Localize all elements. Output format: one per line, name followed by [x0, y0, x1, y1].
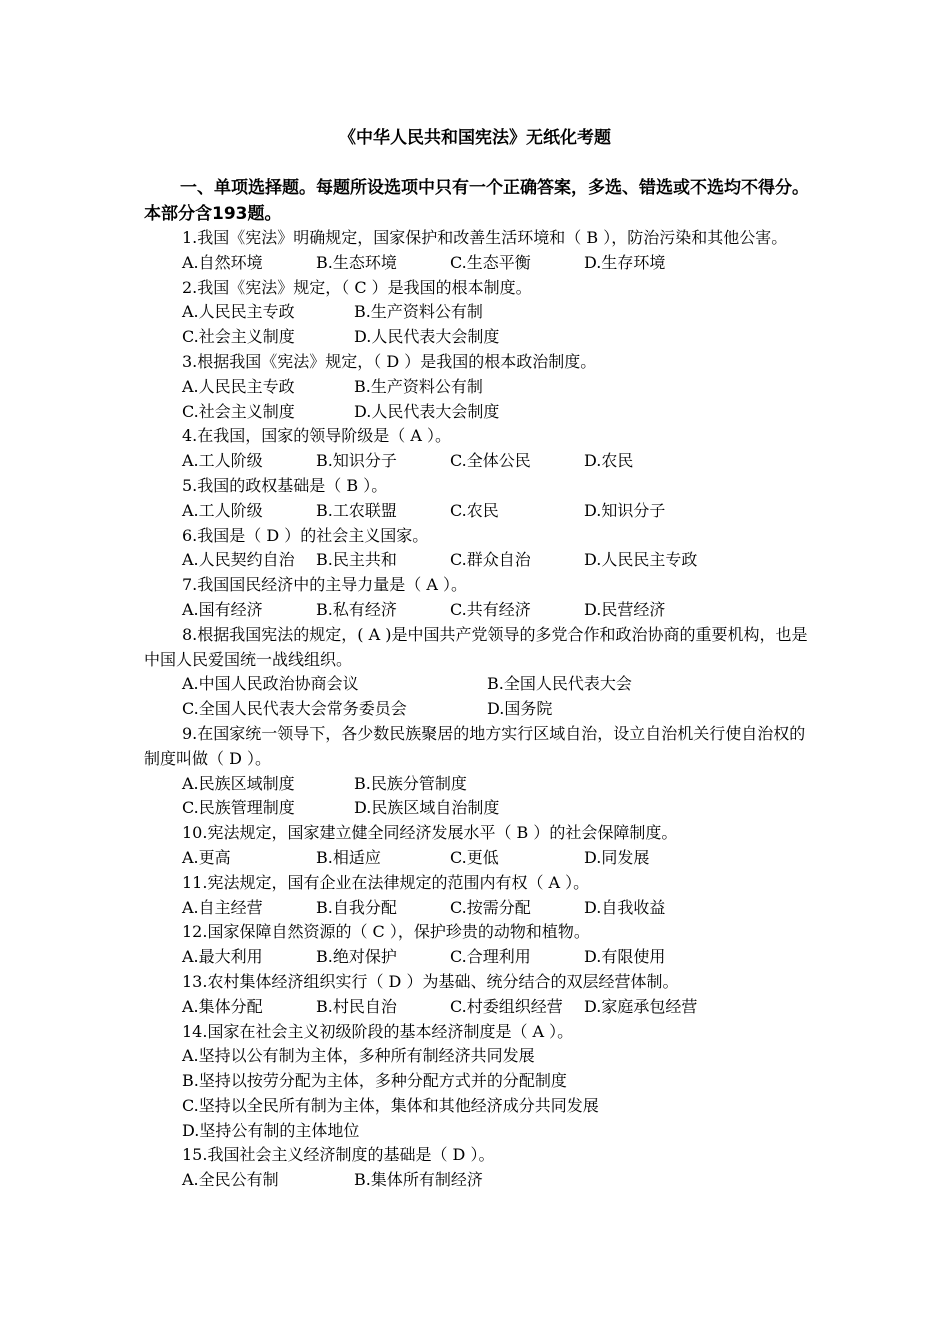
- option-row: [144, 449, 812, 474]
- answer-option: C.民族管理制度: [182, 798, 295, 818]
- answer-option: A.全民公有制: [182, 1170, 279, 1190]
- answer-option: B.生产资料公有制: [354, 376, 483, 396]
- answer-option: D.自我收益: [584, 897, 666, 917]
- answer-option: D.农民: [584, 451, 634, 471]
- answer-option: C.村委组织经营: [450, 996, 563, 1016]
- answer-option: C.合理利用: [450, 947, 531, 967]
- answer-option: D.国务院: [487, 699, 553, 719]
- answer-option: B.私有经济: [316, 599, 397, 619]
- answer-option: A.自主经营: [182, 897, 263, 917]
- question-text: 11.宪法规定，国有企业在法律规定的范围内有权（ A ）。: [182, 872, 590, 892]
- answer-option: A.集体分配: [182, 996, 263, 1016]
- answer-option: D.坚持公有制的主体地位: [182, 1120, 360, 1140]
- answer-option: C.坚持以全民所有制为主体，集体和其他经济成分共同发展: [182, 1095, 599, 1115]
- answer-option: B.民族分管制度: [354, 773, 467, 793]
- answer-option: B.工农联盟: [316, 500, 397, 520]
- option-row: [144, 1094, 812, 1119]
- answer-option: A.国有经济: [182, 599, 263, 619]
- answer-option: A.中国人民政治协商会议: [182, 674, 359, 694]
- answer-option: C.按需分配: [450, 897, 531, 917]
- section-heading: 一、单项选择题。每题所设选项中只有一个正确答案，多选、错选或不选均不得分。本部分含193题。: [144, 178, 809, 224]
- option-row: [144, 499, 812, 524]
- answer-option: A.最大利用: [182, 947, 263, 967]
- answer-option: B.民主共和: [316, 550, 397, 570]
- answer-option: A.人民民主专政: [182, 376, 295, 396]
- option-row: [144, 1119, 812, 1144]
- option-row: [144, 251, 812, 276]
- option-row: [144, 772, 812, 797]
- answer-option: B.生产资料公有制: [354, 302, 483, 322]
- answer-option: A.人民民主专政: [182, 302, 295, 322]
- answer-option: B.知识分子: [316, 451, 397, 471]
- question-text: 12.国家保障自然资源的（ C ），保护珍贵的动物和植物。: [182, 922, 590, 942]
- answer-option: C.全国人民代表大会常务委员会: [182, 699, 407, 719]
- answer-option: C.生态平衡: [450, 252, 531, 272]
- answer-option: B.集体所有制经济: [354, 1170, 483, 1190]
- answer-option: C.共有经济: [450, 599, 531, 619]
- question-text: 9.在国家统一领导下，各少数民族聚居的地方实行区域自治，设立自治机关行使自治权的制度叫做（ D ）。: [144, 723, 806, 768]
- question-text: 13.农村集体经济组织实行（ D ）为基础、统分结合的双层经营体制。: [182, 971, 679, 991]
- option-row: [144, 697, 812, 722]
- answer-option: D.人民代表大会制度: [354, 401, 500, 421]
- option-row: [144, 1044, 812, 1069]
- answer-option: B.村民自治: [316, 996, 397, 1016]
- question-text: 15.我国社会主义经济制度的基础是（ D ）。: [182, 1145, 495, 1165]
- option-row: [144, 945, 812, 970]
- answer-option: A.坚持以公有制为主体，多种所有制经济共同发展: [182, 1046, 535, 1066]
- option-row: [144, 846, 812, 871]
- option-row: [144, 325, 812, 350]
- option-row: [144, 400, 812, 425]
- answer-option: A.工人阶级: [182, 500, 263, 520]
- option-row: [144, 598, 812, 623]
- answer-option: D.知识分子: [584, 500, 666, 520]
- option-row: [144, 1168, 812, 1193]
- option-row: [144, 375, 812, 400]
- answer-option: D.民族区域自治制度: [354, 798, 500, 818]
- answer-option: B.绝对保护: [316, 947, 397, 967]
- answer-option: C.全体公民: [450, 451, 531, 471]
- question-list: [144, 226, 812, 1193]
- option-row: [144, 796, 812, 821]
- question-text: 4.在我国，国家的领导阶级是（ A ）。: [182, 426, 451, 446]
- option-row: [144, 300, 812, 325]
- answer-option: C.农民: [450, 500, 499, 520]
- question-text: 1.我国《宪法》明确规定，国家保护和改善生活环境和（ B ），防治污染和其他公害。: [182, 228, 788, 247]
- answer-option: A.更高: [182, 847, 231, 867]
- option-row: [144, 995, 812, 1020]
- answer-option: D.同发展: [584, 847, 650, 867]
- question-text: 14.国家在社会主义初级阶段的基本经济制度是（ A ）。: [182, 1021, 574, 1041]
- answer-option: D.民营经济: [584, 599, 666, 619]
- answer-option: C.社会主义制度: [182, 327, 295, 347]
- answer-option: C.更低: [450, 847, 499, 867]
- answer-option: B.自我分配: [316, 897, 397, 917]
- question-text: 6.我国是（ D ）的社会主义国家。: [182, 525, 429, 545]
- option-row: [144, 672, 812, 697]
- answer-option: B.全国人民代表大会: [487, 674, 632, 694]
- answer-option: C.社会主义制度: [182, 401, 295, 421]
- question-text: 10.宪法规定，国家建立健全同经济发展水平（ B ）的社会保障制度。: [182, 823, 678, 843]
- answer-option: A.自然环境: [182, 252, 263, 272]
- answer-option: D.生存环境: [584, 252, 666, 272]
- answer-option: D.有限使用: [584, 947, 666, 967]
- option-row: [144, 1069, 812, 1094]
- option-row: [144, 548, 812, 573]
- question-text: 8.根据我国宪法的规定，( A )是中国共产党领导的多党合作和政治协商的重要机构，也是中国人民爱国统一战线组织。: [144, 624, 808, 669]
- option-row: [144, 896, 812, 921]
- answer-option: C.群众自治: [450, 550, 531, 570]
- answer-option: D.人民代表大会制度: [354, 327, 500, 347]
- answer-option: B.坚持以按劳分配为主体，多种分配方式并的分配制度: [182, 1071, 567, 1091]
- answer-option: B.相适应: [316, 847, 381, 867]
- answer-option: A.人民契约自治: [182, 550, 295, 570]
- question-text: 7.我国国民经济中的主导力量是（ A ）。: [182, 575, 467, 595]
- document-title: 《中华人民共和国宪法》无纸化考题: [339, 128, 611, 148]
- question-text: 5.我国的政权基础是（ B ）。: [182, 475, 388, 495]
- question-text: 3.根据我国《宪法》规定，（ D ）是我国的根本政治制度。: [182, 351, 597, 371]
- answer-option: B.生态环境: [316, 252, 397, 272]
- question-text: 2.我国《宪法》规定，（ C ）是我国的根本制度。: [182, 277, 532, 297]
- answer-option: A.工人阶级: [182, 451, 263, 471]
- answer-option: D.家庭承包经营: [584, 996, 698, 1016]
- answer-option: A.民族区域制度: [182, 773, 295, 793]
- answer-option: D.人民民主专政: [584, 550, 698, 570]
